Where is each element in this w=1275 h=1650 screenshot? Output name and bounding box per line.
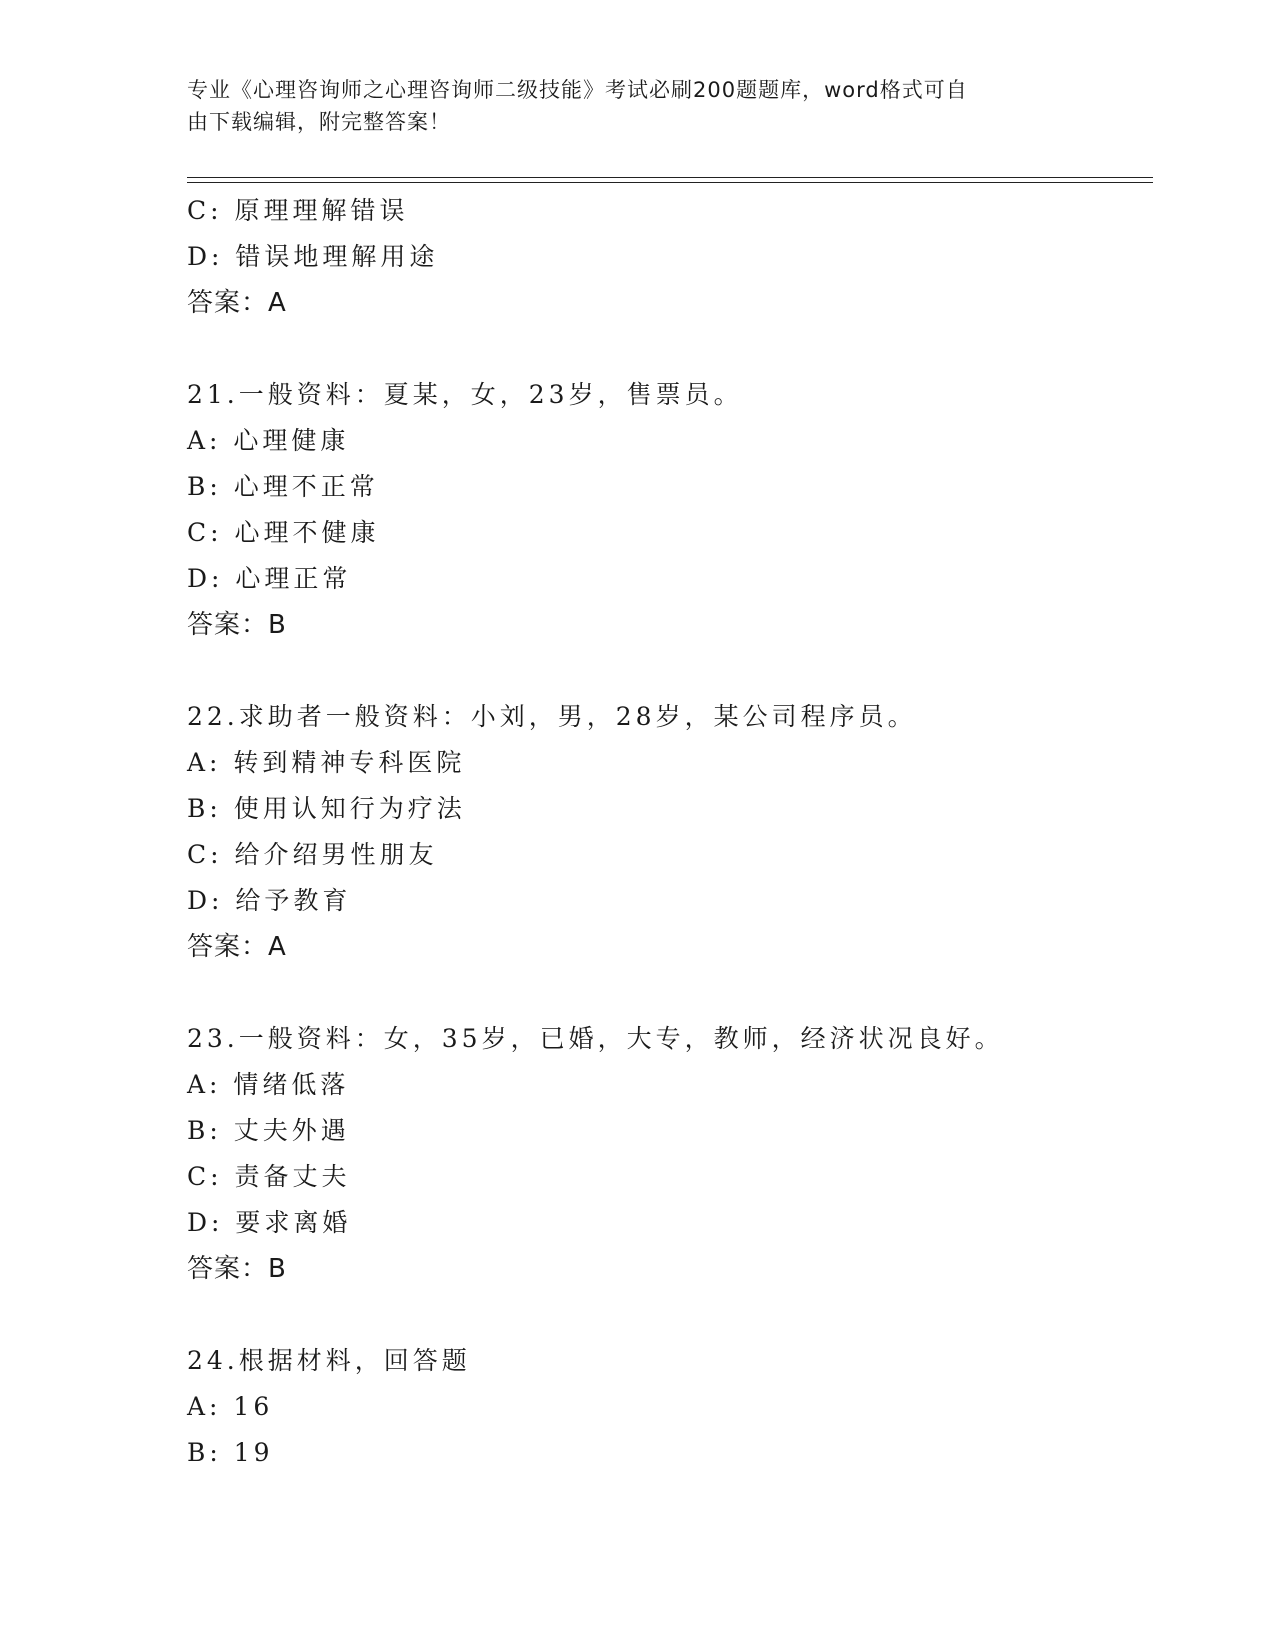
question-stem-22: 22.求助者一般资料：小刘，男，28岁，某公司程序员。 — [187, 702, 917, 731]
option-b: B: 心理不正常 — [187, 472, 379, 501]
option-d: D: 给予教育 — [187, 886, 352, 915]
header-rule-top — [187, 177, 1153, 178]
option-c: C: 原理理解错误 — [187, 196, 409, 225]
answer-line: 答案：B — [187, 610, 287, 640]
option-b: B: 19 — [187, 1438, 274, 1467]
option-a: A: 转到精神专科医院 — [187, 748, 466, 777]
option-a: A: 16 — [187, 1392, 274, 1421]
option-c: C: 给介绍男性朋友 — [187, 840, 438, 869]
spacer — [187, 326, 1153, 372]
spacer — [187, 1292, 1153, 1338]
question-stem-21: 21.一般资料：夏某，女，23岁，售票员。 — [187, 380, 743, 409]
answer-line: 答案：A — [187, 288, 287, 318]
header-rule-bottom — [187, 182, 1153, 183]
question-stem-24: 24.根据材料，回答题 — [187, 1346, 471, 1375]
option-a: A: 情绪低落 — [187, 1070, 350, 1099]
header-line-1: 专业《心理咨询师之心理咨询师二级技能》考试必刷200题题库，word格式可自 — [187, 78, 968, 102]
question-list — [187, 188, 1153, 1476]
option-b: B: 丈夫外遇 — [187, 1116, 350, 1145]
option-d: D: 要求离婚 — [187, 1208, 352, 1237]
option-b: B: 使用认知行为疗法 — [187, 794, 466, 823]
answer-line: 答案：A — [187, 932, 287, 962]
header-line-2: 由下载编辑，附完整答案！ — [187, 110, 451, 134]
option-d: D: 心理正常 — [187, 564, 352, 593]
option-a: A: 心理健康 — [187, 426, 350, 455]
document-header — [187, 74, 1077, 138]
question-stem-23: 23.一般资料：女，35岁，已婚，大专，教师，经济状况良好。 — [187, 1024, 1004, 1053]
spacer — [187, 648, 1153, 694]
spacer — [187, 970, 1153, 1016]
option-c: C: 心理不健康 — [187, 518, 380, 547]
answer-line: 答案：B — [187, 1254, 287, 1284]
option-c: C: 责备丈夫 — [187, 1162, 351, 1191]
option-d: D: 错误地理解用途 — [187, 242, 439, 271]
